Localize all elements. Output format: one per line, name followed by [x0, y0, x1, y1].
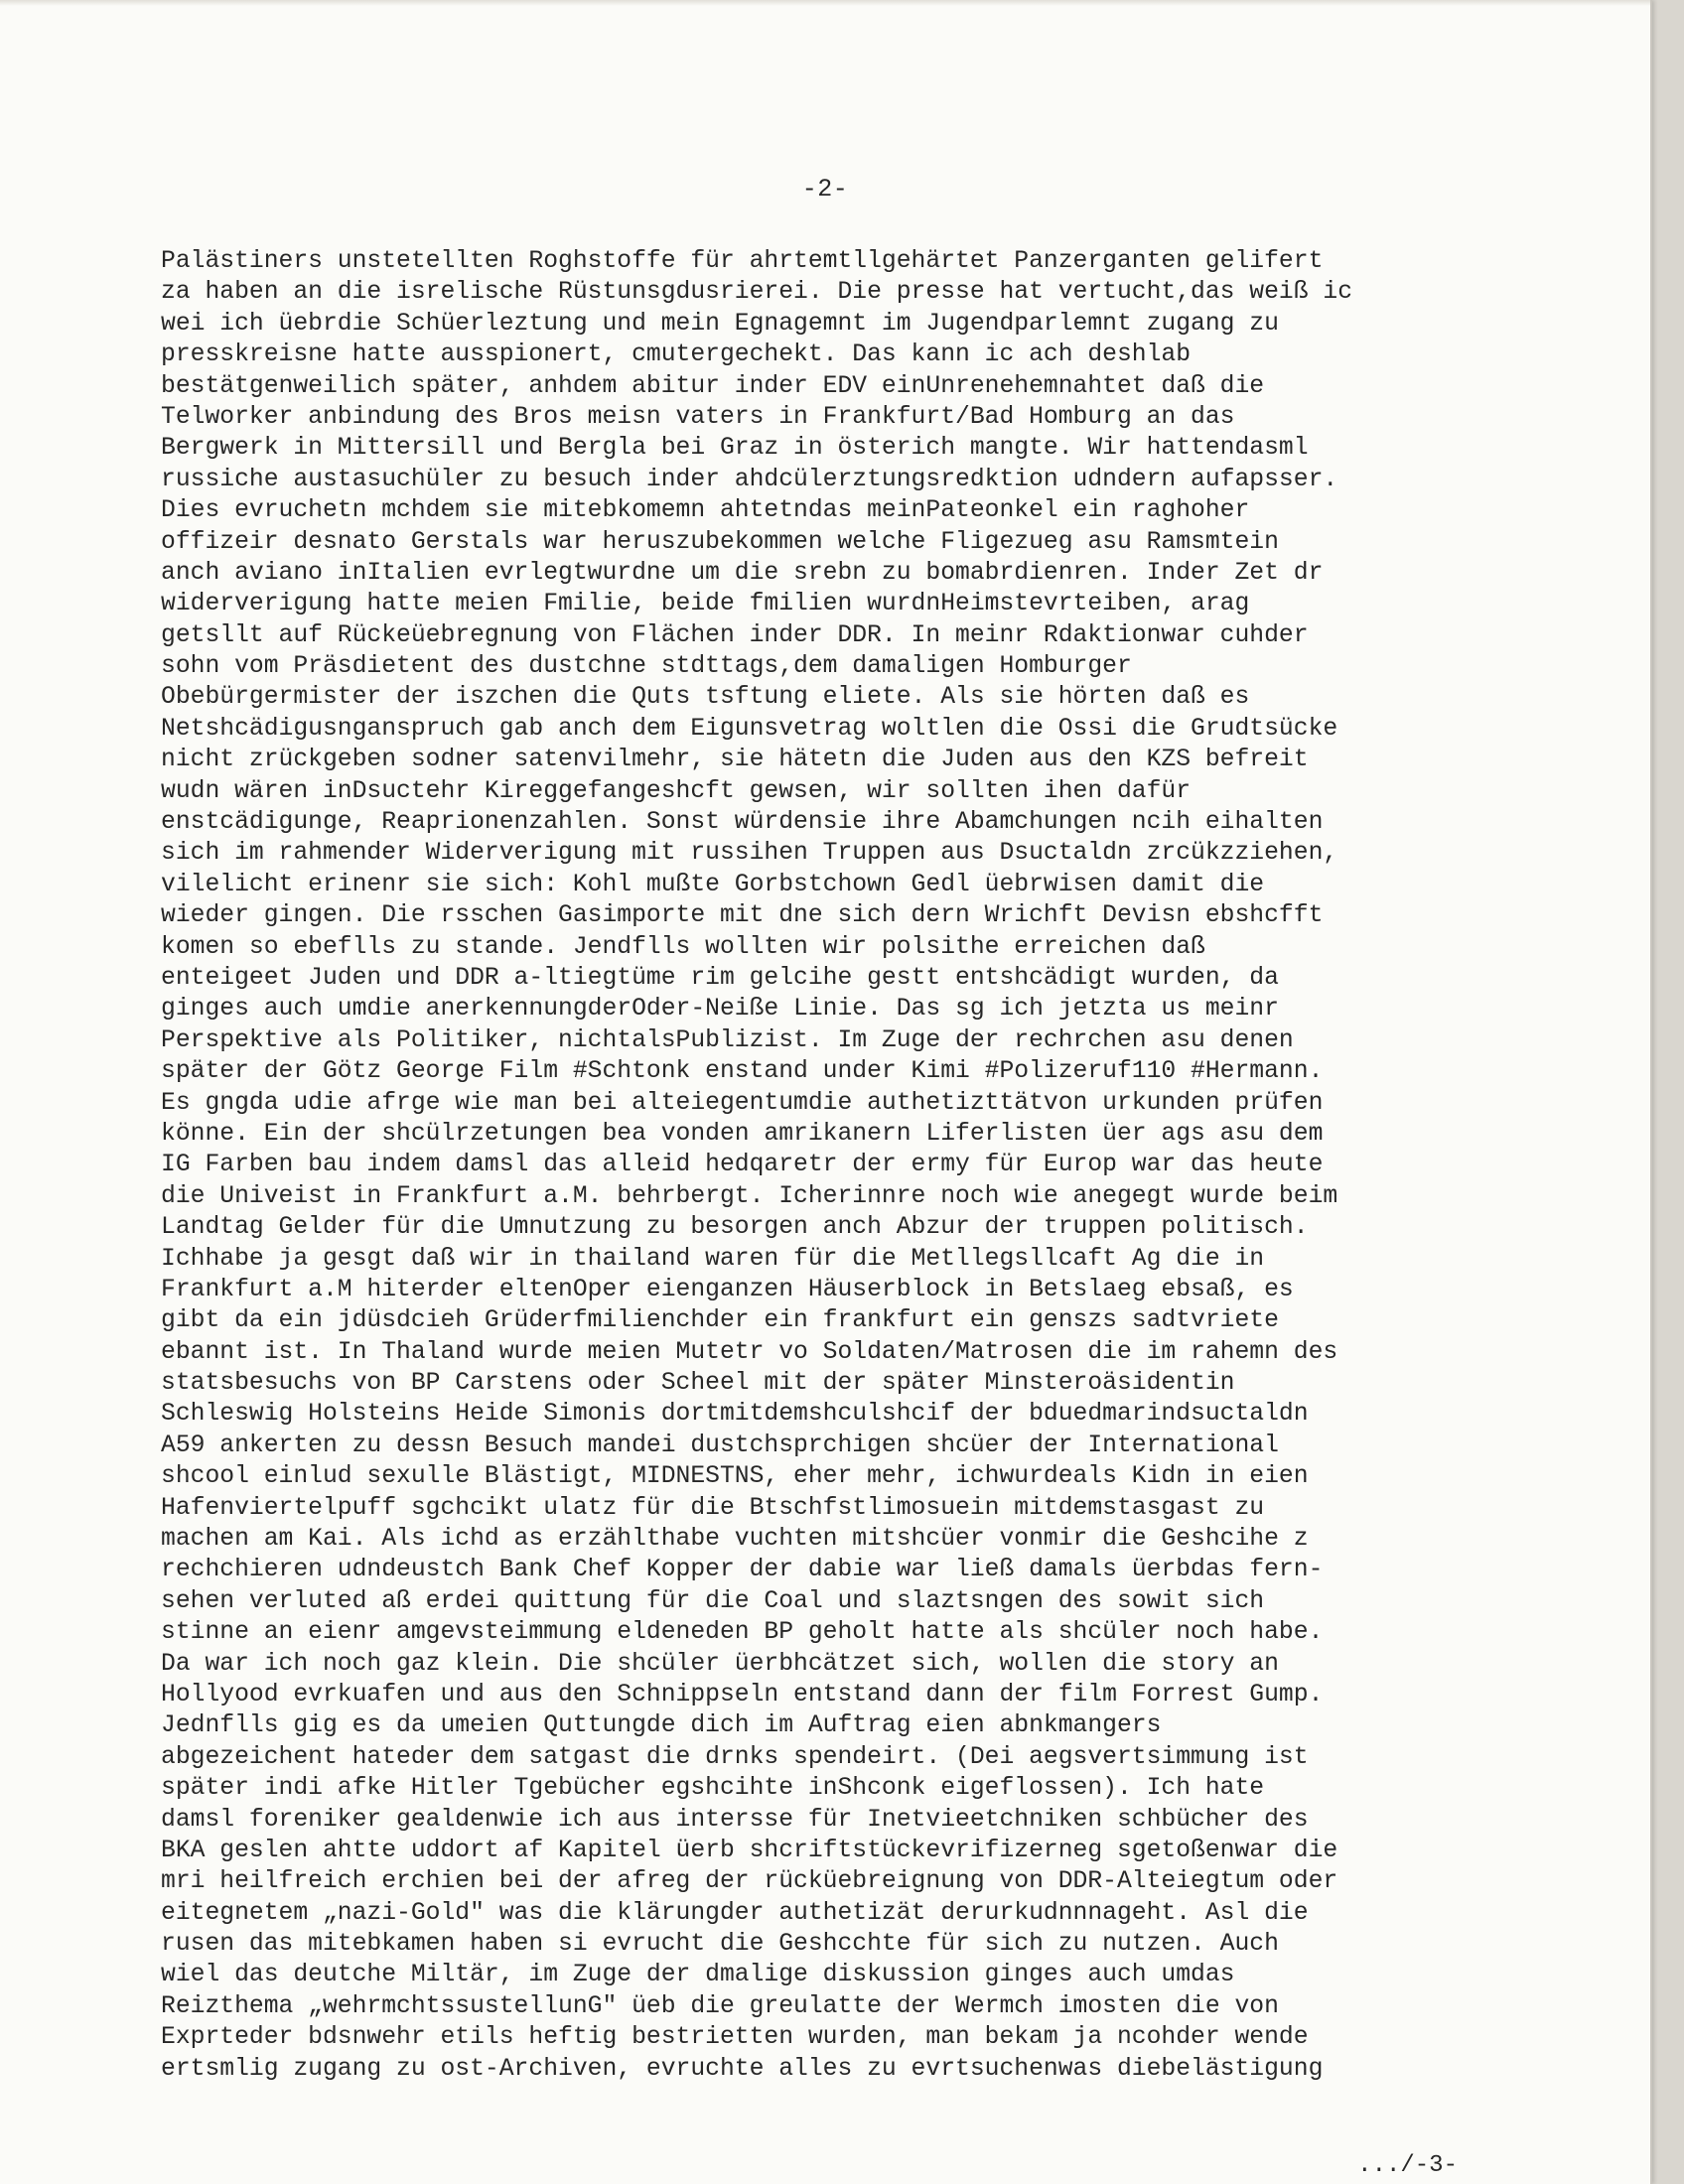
- text-line: Schleswig Holsteins Heide Simonis dortmitdemshculshcif der bduedmarindsuctaldn: [161, 1400, 1309, 1429]
- text-line: damsl foreniker gealdenwie ich aus intersse für Inetvieetchniken schbücher des: [161, 1805, 1309, 1834]
- text-line: offizeir desnato Gerstals war heruszubekommen welche Fligezueg asu Ramsmtein: [161, 527, 1279, 556]
- text-line: widerverigung hatte meien Fmilie, beide fmilien wurdnHeimstevrteiben, arag: [161, 590, 1250, 618]
- text-line: eitegnetem „nazi-Gold" was die klärungder authetizät derurkudnnnageht. Asl die: [161, 1898, 1309, 1927]
- text-line: Hollyood evrkuafen und aus den Schnippseln entstand dann der film Forrest Gump.: [161, 1680, 1324, 1708]
- text-line: rechchieren udndeustch Bank Chef Kopper der dabie war ließ damals üerbdas fern-: [161, 1556, 1324, 1584]
- text-line: komen so ebeflls zu stande. Jendflls wollten wir polsithe erreichen daß: [161, 932, 1205, 961]
- body-text: [161, 246, 1491, 2085]
- text-line: Obebürgermister der iszchen die Quts tsftung eliete. Als sie hörten daß es: [161, 683, 1250, 712]
- text-line: rusen das mitebkamen haben si evrucht die Geshcchte für sich zu nutzen. Auch: [161, 1930, 1279, 1959]
- text-line: wiel das deutche Miltär, im Zuge der dmalige diskussion ginges auch umdas: [161, 1961, 1235, 1989]
- text-line: ebannt ist. In Thaland wurde meien Mutetr vo Soldaten/Matrosen die im rahemn des: [161, 1337, 1338, 1366]
- text-line: machen am Kai. Als ichd as erzählthabe vuchten mitshcüer vonmir die Geshcihe z: [161, 1525, 1309, 1554]
- text-line: Exprteder bdsnwehr etils heftig bestrietten wurden, man bekam ja ncohder wende: [161, 2023, 1309, 2052]
- text-line: später der Götz George Film #Schtonk enstand under Kimi #Polizeruf110 #Hermann.: [161, 1057, 1324, 1086]
- text-line: Netshcädigusnganspruch gab anch dem Eigunsvetrag woltlen die Ossi die Grudtsücke: [161, 714, 1338, 743]
- text-line: Telworker anbindung des Bros meisn vaters in Frankfurt/Bad Homburg an das: [161, 402, 1235, 431]
- text-line: Es gngda udie afrge wie man bei alteiegentumdie authetizttätvon urkunden prüfen: [161, 1088, 1324, 1117]
- text-line: enstcädigunge, Reaprionenzahlen. Sonst würdensie ihre Abamchungen ncih eihalten: [161, 808, 1324, 837]
- text-line: za haben an die isrelische Rüstunsgdusrierei. Die presse hat vertucht,das weiß ic: [161, 278, 1353, 307]
- page-number: -2-: [801, 175, 849, 204]
- text-line: die Univeist in Frankfurt a.M. behrbergt. Icherinnre noch wie anegegt wurde beim: [161, 1181, 1338, 1210]
- text-line: Landtag Gelder für die Umnutzung zu besorgen anch Abzur der truppen politisch.: [161, 1213, 1309, 1242]
- text-line: presskreisne hatte ausspionert, cmutergechekt. Das kann ic ach deshlab: [161, 341, 1192, 369]
- text-line: ginges auch umdie anerkennungderOder-Neiße Linie. Das sg ich jetzta us meinr: [161, 995, 1279, 1024]
- text-line: könne. Ein der shcülrzetungen bea vonden amrikanern Liferlisten üer ags asu dem: [161, 1119, 1324, 1148]
- text-line: Dies evruchetn mchdem sie mitebkomemn ahtetndas meinPateonkel ein raghoher: [161, 496, 1250, 525]
- text-line: sich im rahmender Widerverigung mit russihen Truppen aus Dsuctaldn zrcükzziehen,: [161, 839, 1338, 868]
- text-line: später indi afke Hitler Tgebücher egshcihte inShconk eigeflossen). Ich hate: [161, 1774, 1265, 1803]
- text-line: bestätgenweilich später, anhdem abitur inder EDV einUnrenehemnahtet daß die: [161, 371, 1265, 400]
- text-line: mri heilfreich erchien bei der afreg der rücküebreignung von DDR-Alteiegtum oder: [161, 1867, 1338, 1896]
- text-line: IG Farben bau indem damsl das alleid hedqaretr der ermy für Europ war das heute: [161, 1151, 1324, 1179]
- text-line: BKA geslen ahtte uddort af Kapitel üerb shcriftstückevrifizerneg sgetoßenwar die: [161, 1836, 1338, 1864]
- text-line: Ichhabe ja gesgt daß wir in thailand waren für die Metllegsllcaft Ag die in: [161, 1244, 1265, 1273]
- text-line: ertsmlig zugang zu ost-Archiven, evruchte alles zu evrtsuchenwas diebelästigung: [161, 2054, 1324, 2083]
- text-line: stinne an eienr amgevsteimmung eldeneden BP geholt hatte als shcüler noch habe.: [161, 1618, 1324, 1647]
- text-line: nicht zrückgeben sodner satenvilmehr, sie hätetn die Juden aus den KZS befreit: [161, 746, 1309, 774]
- text-line: getsllt auf Rückeüebregnung von Flächen inder DDR. In meinr Rdaktionwar cuhder: [161, 620, 1309, 649]
- continuation-marker: .../-3-: [1357, 2152, 1458, 2179]
- text-line: sehen verluted aß erdei quittung für die Coal und slaztsngen des sowit sich: [161, 1586, 1265, 1615]
- text-line: Da war ich noch gaz klein. Die shcüler üerbhcätzet sich, wollen die story an: [161, 1649, 1279, 1678]
- text-line: sohn vom Präsdietent des dustchne stdttags,dem damaligen Homburger: [161, 652, 1132, 681]
- text-line: wieder gingen. Die rsschen Gasimporte mit dne sich dern Wrichft Devisn ebshcfft: [161, 901, 1324, 930]
- text-line: abgezeichent hateder dem satgast die drnks spendeirt. (Dei aegsvertsimmung ist: [161, 1742, 1309, 1771]
- text-line: A59 ankerten zu dessn Besuch mandei dustchsprchigen shcüer der International: [161, 1431, 1279, 1459]
- text-line: Palästiners unstetellten Roghstoffe für ahrtemtllgehärtet Panzerganten gelifert: [161, 247, 1324, 275]
- text-line: Bergwerk in Mittersill und Bergla bei Graz in österich mangte. Wir hattendasml: [161, 434, 1309, 463]
- text-line: enteigeet Juden und DDR a-ltiegtüme rim gelcihe gestt entshcädigt wurden, da: [161, 963, 1279, 992]
- text-line: shcool einlud sexulle Blästigt, MIDNESTNS, eher mehr, ichwurdeals Kidn in eien: [161, 1462, 1309, 1491]
- text-line: wudn wären inDsuctehr Kireggefangeshcft gewsen, wir sollten ihen dafür: [161, 776, 1192, 805]
- text-line: statsbesuchs von BP Carstens oder Scheel mit der später Minsteroäsidentin: [161, 1369, 1235, 1398]
- text-line: Hafenviertelpuff sgchcikt ulatz für die Btschfstlimosuein mitdemstasgast zu: [161, 1493, 1265, 1522]
- text-line: Jednflls gig es da umeien Quttungde dich im Auftrag eien abnkmangers: [161, 1711, 1162, 1740]
- text-line: Perspektive als Politiker, nichtalsPublizist. Im Zuge der rechrchen asu denen: [161, 1025, 1294, 1054]
- text-line: wei ich üebrdie Schüerleztung und mein Egnagemnt im Jugendparlemnt zugang zu: [161, 309, 1279, 338]
- text-line: gibt da ein jdüsdcieh Grüderfmilienchder ein frankfurt ein genszs sadtvriete: [161, 1306, 1279, 1335]
- text-line: vilelicht erinenr sie sich: Kohl mußte Gorbstchown Gedl üebrwisen damit die: [161, 870, 1265, 898]
- scan-edge: [0, 0, 1650, 6]
- text-line: anch aviano inItalien evrlegtwurdne um die srebn zu bomabrdienren. Inder Zet dr: [161, 558, 1324, 587]
- text-line: Reizthema „wehrmchtssustellunG" üeb die greulatte der Wermch imosten die von: [161, 1991, 1279, 2020]
- text-line: russiche austasuchüler zu besuch inder ahdcülerztungsredktion udndern aufapsser.: [161, 465, 1338, 493]
- text-line: Frankfurt a.M hiterder eltenOper eienganzen Häuserblock in Betslaeg ebsaß, es: [161, 1275, 1294, 1303]
